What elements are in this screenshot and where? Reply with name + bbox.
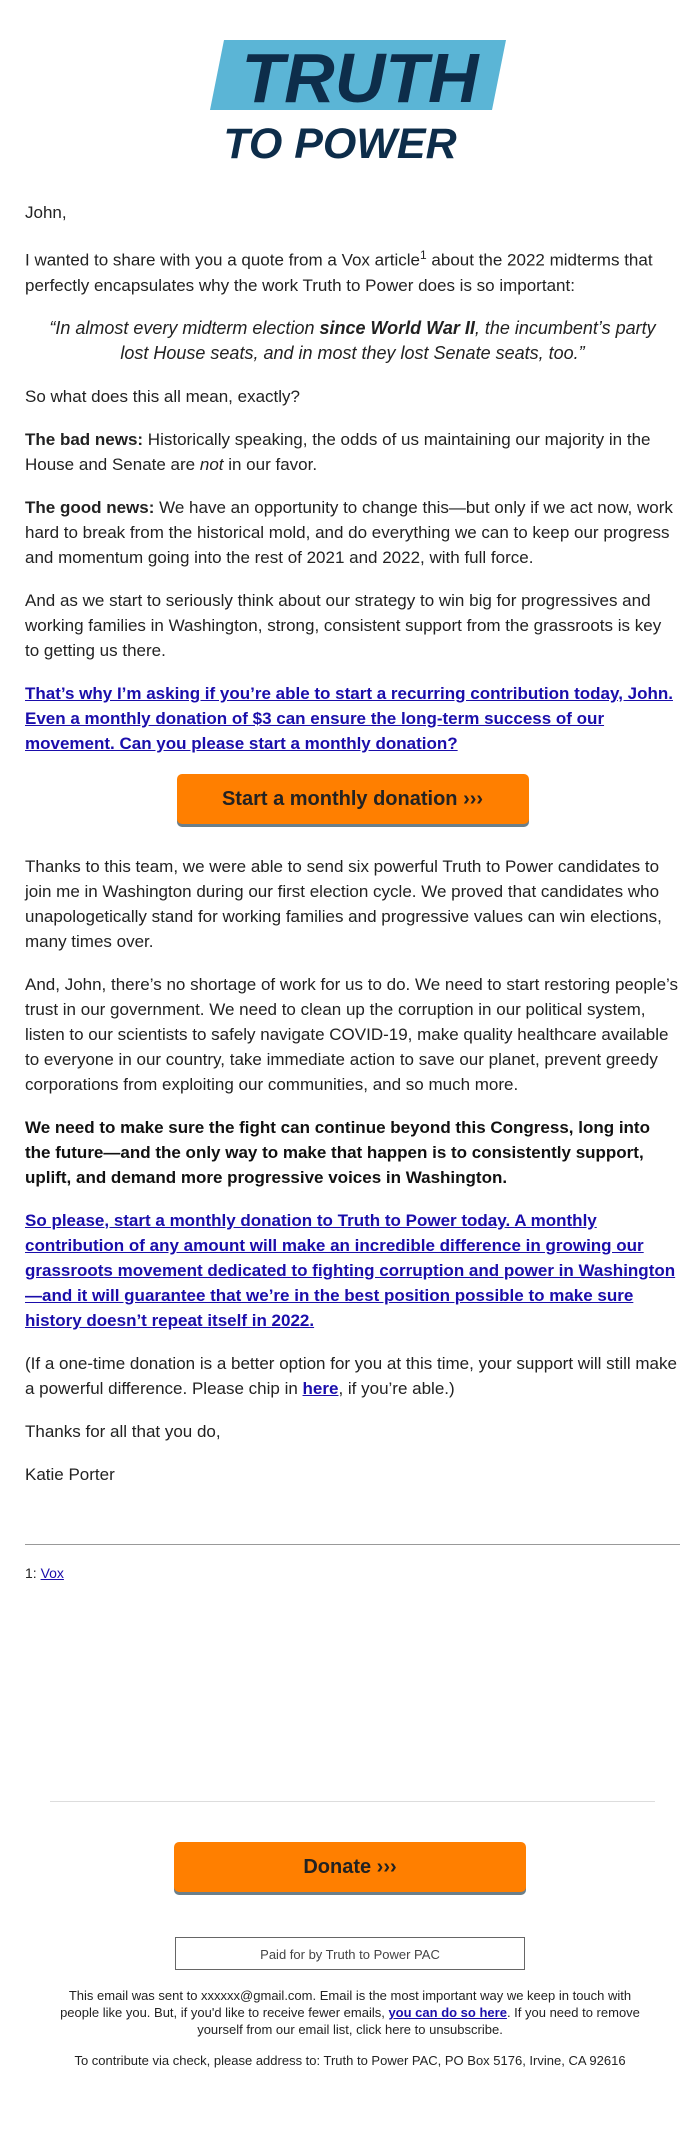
bad-news-text: Historically speaking, the odds of us maintaining our majority in the House and Senate are [25, 429, 651, 474]
good-news-label: The good news: [25, 497, 155, 517]
quote-bold: since World War II [319, 317, 475, 338]
question: So what does this all mean, exactly? [25, 386, 300, 406]
strategy-paragraph: And as we start to seriously think about our strategy to win big for progressives and working families in Washington, strong, consistent support from the grassroots is key to getting us there. [25, 590, 662, 660]
bad-news-paragraph [25, 427, 680, 477]
intro-text-cont: about the 2022 midterms that perfectly encapsulates why the work Truth to Power does is so important: [25, 250, 653, 295]
bad-news-label: The bad news: [25, 429, 144, 449]
bad-news-emphasis: not [199, 454, 224, 474]
monthly-donation-link[interactable]: That’s why I’m asking if you’re able to start a recurring contribution today, John. Even a monthly donation of $3 can ensure the long-term success of our movement. Can you please start a monthly donation? [25, 683, 673, 753]
start-monthly-donation-button[interactable]: Start a monthly donation ››› [177, 774, 529, 824]
quote-text-cont: , the incumbent’s party lost House seats, and in most they lost Senate seats, too.” [120, 317, 656, 363]
notice-text: This email was sent to xxxxxx@gmail.com. Email is the most important way we keep in touch with people like you. But, if you'd like to receive fewer emails, [60, 1988, 632, 2020]
signature: Katie Porter [25, 1464, 115, 1484]
closing: Thanks for all that you do, [25, 1421, 221, 1441]
one-time-donation-link[interactable]: here [302, 1378, 339, 1398]
mailing-address: To contribute via check, please address to: Truth to Power PAC, PO Box 5176, Irvine, CA 92616 [74, 2053, 626, 2068]
vox-footnote-link[interactable]: Vox [40, 1565, 64, 1581]
intro-text: I wanted to share with you a quote from a Vox article [25, 250, 420, 270]
email-notice [50, 1987, 650, 2038]
email-body [25, 200, 680, 1505]
footer-divider [50, 1801, 655, 1802]
notice-text-cont: . If you need to remove yourself from our email list, click here to unsubscribe. [197, 2005, 640, 2037]
greeting: John, [25, 203, 67, 222]
donate-button[interactable]: Donate ››› [174, 1842, 526, 1892]
footnote-number: 1: [25, 1565, 37, 1581]
work-paragraph: And, John, there’s no shortage of work for us to do. We need to start restoring people’s trust in our government. We need to clean up the corruption in our political system, listen to our scientists to safely navigate COVID-19, make quality healthcare available to everyone in our country, take immediate action to save our planet, prevent greedy corporations from exploiting our communities, and so much more. [25, 974, 678, 1094]
truth-to-power-logo [210, 40, 506, 162]
fewer-emails-link[interactable]: you can do so here [388, 2005, 507, 2020]
good-news-text: We have an opportunity to change this—but only if we act now, work hard to break from the historical mold, and do everything we can to keep our progress and momentum going into the rest of 2021 and 2022, with full force. [25, 497, 673, 567]
intro-paragraph [25, 243, 680, 298]
quote-text: “In almost every midterm election [49, 317, 320, 338]
thanks-team-paragraph: Thanks to this team, we were able to send six powerful Truth to Power candidates to join me in Washington during our first election cycle. We proved that candidates who unapologetically stand for working families and progressive values can win elections, many times over. [25, 856, 662, 951]
footnote [25, 1565, 64, 1581]
monthly-donation-link-2[interactable]: So please, start a monthly donation to Truth to Power today. A monthly contribution of any amount will make an incredible difference in growing our grassroots movement dedicated to fighting corruption and power in Washington—and it will guarantee that we’re in the best position possible to make sure history doesn’t repeat itself in 2022. [25, 1210, 676, 1330]
monthly-button-wrap [25, 774, 680, 824]
footnote-marker: 1 [420, 248, 427, 262]
logo-line2: TO POWER [223, 120, 457, 162]
one-time-text-cont: , if you’re able.) [338, 1378, 455, 1398]
vox-quote [37, 316, 668, 366]
bad-news-text-cont: in our favor. [223, 454, 318, 474]
ask-paragraph-1 [25, 681, 680, 756]
good-news-paragraph [25, 495, 680, 570]
donate-button-wrap [0, 1842, 700, 1892]
paid-for-disclaimer: Paid for by Truth to Power PAC [175, 1937, 525, 1970]
one-time-paragraph [25, 1351, 680, 1401]
bold-paragraph: We need to make sure the fight can continue beyond this Congress, long into the future—and the only way to make that happen is to consistently support, uplift, and demand more progressive voices in Washington. [25, 1117, 650, 1187]
logo-line1: TRUTH [241, 40, 479, 117]
ask-paragraph-2 [25, 1208, 680, 1333]
footnote-divider [25, 1544, 680, 1545]
one-time-text: (If a one-time donation is a better option for you at this time, your support will still make a powerful difference. Please chip in [25, 1353, 677, 1398]
